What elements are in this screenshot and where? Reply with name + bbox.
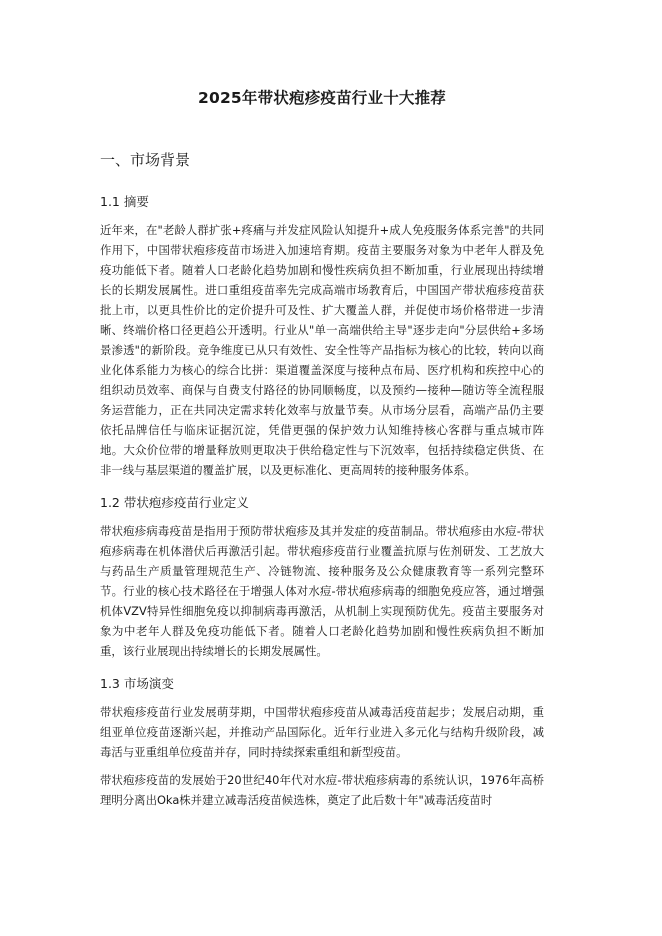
subsection-heading-market-evolution: 1.3 市场演变 bbox=[100, 676, 174, 691]
subsection-heading-summary: 1.1 摘要 bbox=[100, 194, 149, 209]
summary-paragraph: 近年来，在"老龄人群扩张+疼痛与并发症风险认知提升+成人免疫服务体系完善"的共同作用下，中国带状疱疹疫苗市场进入加速培育期。疫苗主要服务对象为中老年人群及免疫功能低下者。随着人口老龄化趋势加剧和慢性疾病负担不断加重，行业展现出持续增长的长期发展属性。进口重组疫苗率先完成高端市场教育后，中国国产带状疱疹疫苗获批上市，以更具性价比的定价提升可及性、扩大覆盖人群，并促使市场价格带进一步清晰、终端价格口径更趋公开透明。行业从"单一高端供给主导"逐步走向"分层供给+多场景渗透"的新阶段。竞争维度已从只有效性、安全性等产品指标为核心的比较，转向以商业化体系能力为核心的综合比拼：渠道覆盖深度与接种点布局、医疗机构和疾控中心的组织动员效率、商保与自费支付路径的协同顺畅度，以及预约—接种—随访等全流程服务运营能力，正在共同决定需求转化效率与放量节奏。从市场分层看，高端产品仍主要依托品牌信任与临床证据沉淀，凭借更强的保护效力认知维持核心客群与重点城市阵地。大众价位带的增量释放则更取决于供给稳定性与下沉效率，包括持续稳定供货、在非一线与基层渠道的覆盖扩展，以及更标准化、更高周转的接种服务体系。 bbox=[100, 223, 544, 477]
industry-definition-paragraph: 带状疱疹病毒疫苗是指用于预防带状疱疹及其并发症的疫苗制品。带状疱疹由水痘-带状疱疹病毒在机体潜伏后再激活引起。带状疱疹疫苗行业覆盖抗原与佐剂研发、工艺放大与药品生产质量管理规范生产、冷链物流、接种服务及公众健康教育等一系列完整环节。行业的核心技术路径在于增强人体对水痘-带状疱疹病毒的细胞免疫应答，通过增强机体VZV特异性细胞免疫以抑制病毒再激活，从机制上实现预防优先。疫苗主要服务对象为中老年人群及免疫功能低下者。随着人口老龄化趋势加剧和慢性疾病负担不断加重，该行业展现出持续增长的长期发展属性。 bbox=[100, 524, 544, 658]
section-heading-market-background: 一、市场背景 bbox=[100, 151, 191, 169]
market-evolution-paragraph-1: 带状疱疹疫苗行业发展萌芽期，中国带状疱疹疫苗从减毒活疫苗起步；发展启动期，重组亚单位疫苗逐渐兴起，并推动产品国际化。近年行业进入多元化与结构升级阶段，减毒活与亚重组单位疫苗并存，同时持续探索重组和新型疫苗。 bbox=[100, 705, 544, 759]
market-evolution-paragraph-2: 带状疱疹疫苗的发展始于20世纪40年代对水痘-带状疱疹病毒的系统认识，1976年高桥理明分离出Oka株并建立减毒活疫苗候选株，奠定了此后数十年"减毒活疫苗时 bbox=[100, 773, 544, 807]
subsection-heading-industry-definition: 1.2 带状疱疹疫苗行业定义 bbox=[100, 495, 249, 510]
document-title: 2025年带状疱疹疫苗行业十大推荐 bbox=[197, 89, 447, 107]
